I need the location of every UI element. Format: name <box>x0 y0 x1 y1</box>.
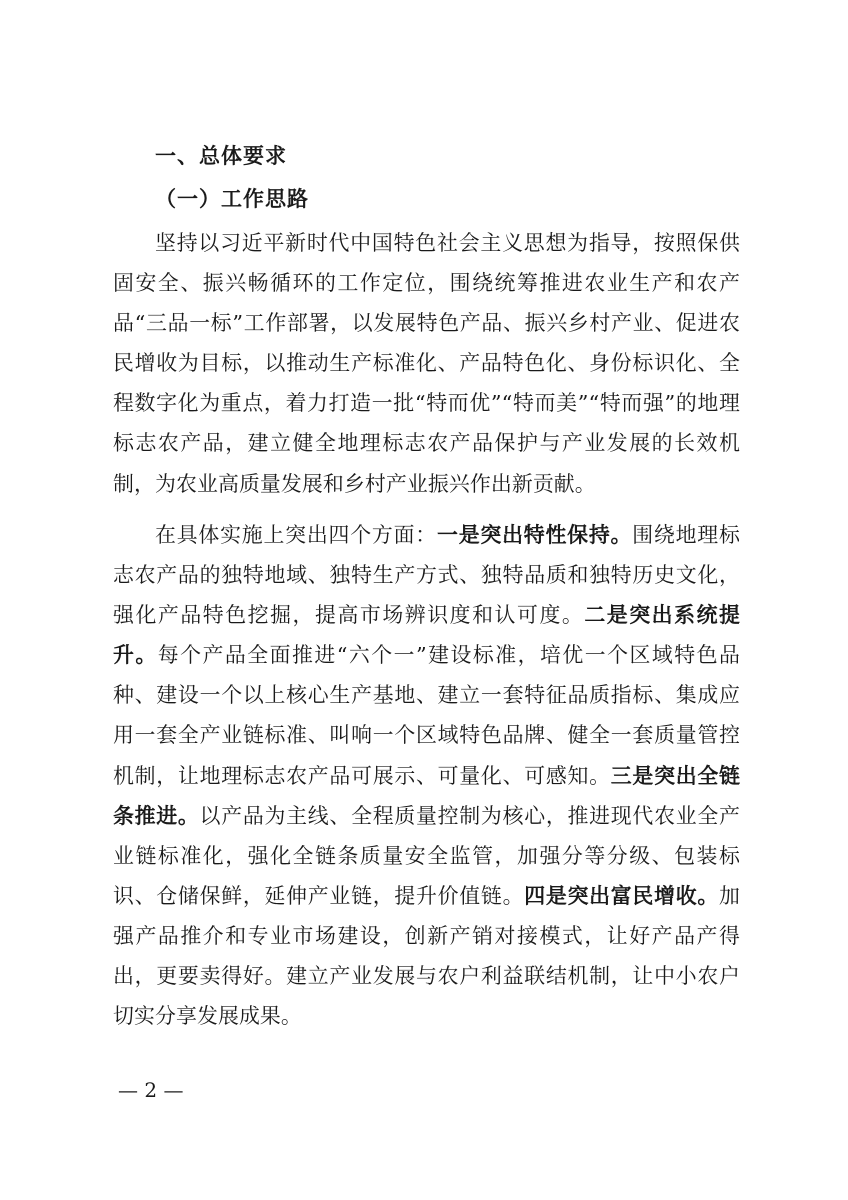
page-number: — 2 — <box>118 1078 184 1102</box>
point4-text: 加强产品推介和专业市场建设，创新产销对接模式，让好产品产得出，更要卖得好。建立产业发展与农户利益联结机制，让中小农户切实分享发展成果。 <box>113 883 741 1029</box>
paragraph-work-approach: 坚持以习近平新时代中国特色社会主义思想为指导，按照保供固安全、振兴畅循环的工作定位，围绕统筹推进农业生产和农产品“三品一标”工作部署，以发展特色产品、振兴乡村产业、促进农民增收为目标，以推动生产标准化、产品特色化、身份标识化、全程数字化为重点，着力打造一批“特而优”“特而美”“特而强”的地理标志农产品，建立健全地理标志农产品保护与产业发展的长效机制，为农业高质量发展和乡村产业振兴作出新贡献。 <box>113 231 740 496</box>
point2-text: 每个产品全面推进“六个一”建设标准，培优一个区域特色品种、建设一个以上核心生产基地、建立一套特征品质指标、集成应用一套全产业链标准、叫响一个区域特色品牌、健全一套质量管控机制，让地理标志农产品可展示、可量化、可感知。 <box>113 643 741 788</box>
intro-text: 在具体实施上突出四个方面： <box>155 523 437 547</box>
point1-title: 一是突出特性保持。 <box>437 523 633 547</box>
point1-text: 围绕地理标志农产品的独特地域、独特生产方式、独特品质和独特历史文化，强化产品特色挖掘，提高市场辨识度和认可度。 <box>113 523 740 628</box>
section-heading: 一、总体要求 <box>155 144 287 168</box>
point3-title: 三是突出全链条推进。 <box>113 763 740 828</box>
point2-title: 二是突出系统提升。 <box>113 603 741 668</box>
paragraph-four-aspects <box>113 515 740 1036</box>
point4-title: 四是突出富民增收。 <box>524 883 720 908</box>
point3-text: 以产品为主线、全程质量控制为核心，推进现代农业全产业链标准化，强化全链条质量安全监管，加强分等分级、包装标识、仓储保鲜，延伸产业链，提升价值链。 <box>113 803 740 908</box>
subsection-heading: （一）工作思路 <box>155 187 309 211</box>
